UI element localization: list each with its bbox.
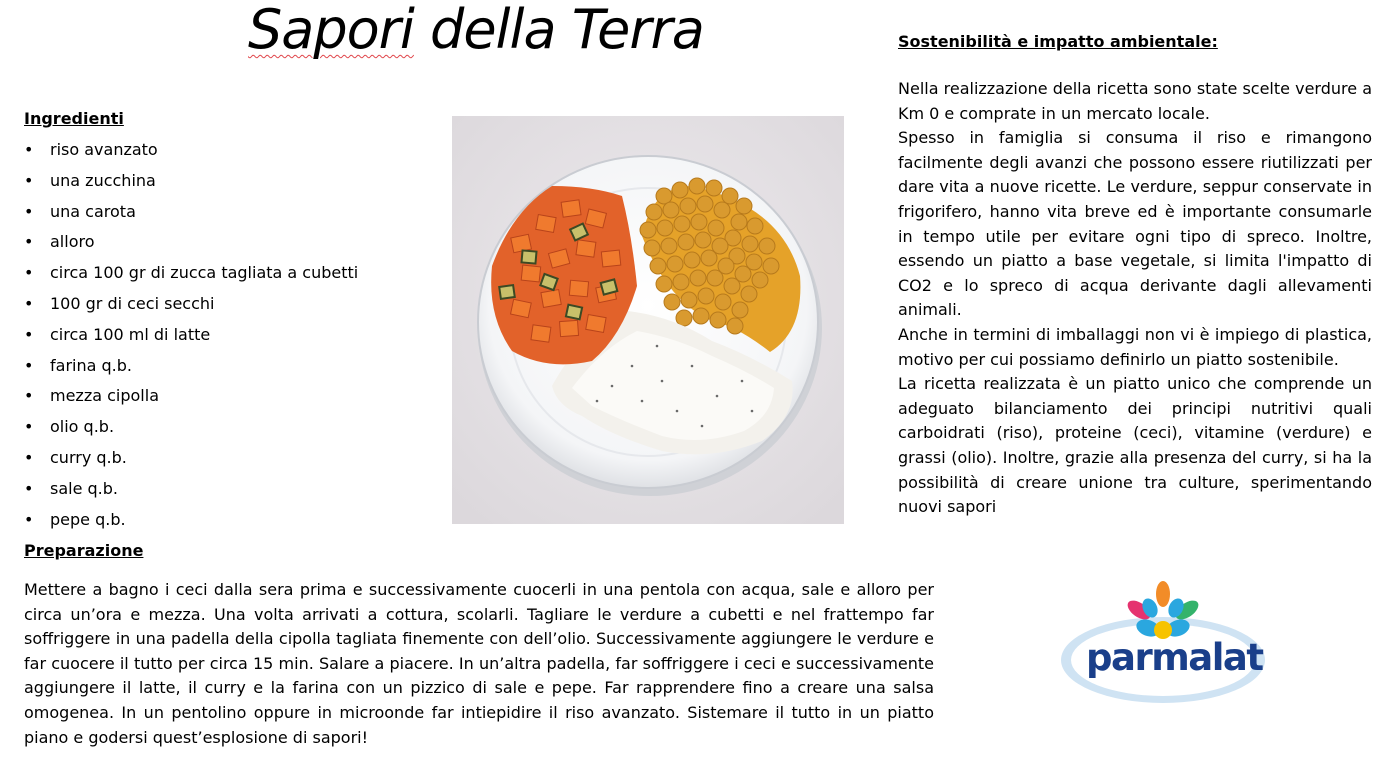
ingredient-item: • farina q.b. xyxy=(24,356,358,387)
title-rest: della Terra xyxy=(413,0,704,61)
ingredient-item: • circa 100 ml di latte xyxy=(24,325,358,356)
sustainability-paragraph: Spesso in famiglia si consuma il riso e rimangono facilmente degli avanzi che possono essere riutilizzati per dare vita a nuove ricette. Le verdure, seppur conservate in frigorifero, hanno vita breve ed è importante consumarle in tempo utile per evitare ogni tipo di spreco. Inoltre, essendo un piatto a base vegetale, si limita l'impatto di CO2 e lo spreco di acqua derivante dagli allevamenti animali. xyxy=(898,128,1372,320)
ingredients-heading: Ingredienti xyxy=(24,109,124,128)
sustainability-paragraph: Nella realizzazione della ricetta sono state scelte verdure a Km 0 e comprate in un mercato locale. xyxy=(898,79,1372,123)
food-photo xyxy=(452,116,844,524)
preparation-heading: Preparazione xyxy=(24,541,144,560)
ingredient-item: • curry q.b. xyxy=(24,448,358,479)
ingredient-item: • una zucchina xyxy=(24,171,358,202)
ingredient-item: • sale q.b. xyxy=(24,479,358,510)
ingredient-item: • circa 100 gr di zucca tagliata a cubetti xyxy=(24,263,358,294)
title-first-word: Sapori xyxy=(248,0,414,61)
sustainability-paragraph: Anche in termini di imballaggi non vi è impiego di plastica, motivo per cui possiamo definirlo un piatto sostenibile. xyxy=(898,324,1372,369)
ingredients-list xyxy=(24,140,358,540)
plate-illustration xyxy=(452,116,844,524)
parmalat-logo xyxy=(1058,578,1268,706)
ingredient-item: • mezza cipolla xyxy=(24,386,358,417)
ingredient-item: • pepe q.b. xyxy=(24,510,358,541)
sustainability-text xyxy=(898,77,1372,520)
sustainability-heading: Sostenibilità e impatto ambientale: xyxy=(898,32,1218,51)
ingredient-item: • riso avanzato xyxy=(24,140,358,171)
page-title xyxy=(248,0,704,61)
ingredient-item: • alloro xyxy=(24,232,358,263)
preparation-text: Mettere a bagno i ceci dalla sera prima e successivamente cuocerli in una pentola con acqua, sale e alloro per circa un’ora e mezza. Una volta arrivati a cottura, scolarli. Tagliare le verdure a cubetti e nel frattempo far soffriggere in una padella della cipolla tagliata finemente con dell’olio. Successivamente aggiungere le verdure e far cuocere il tutto per circa 15 min. Salare a piacere. In un’altra padella, far soffriggere i ceci e successivamente aggiungere il latte, il curry e la farina con un pizzico di sale e pepe. Far rapprendere fino a creare una salsa omogenea. In un pentolino oppure in microonde far intiepidire il riso avanzato. Sistemare il tutto in un piatto piano e godersi quest’esplosione di sapori! xyxy=(24,580,934,747)
ingredient-item: • olio q.b. xyxy=(24,417,358,448)
ingredient-item: • 100 gr di ceci secchi xyxy=(24,294,358,325)
ingredient-item: • una carota xyxy=(24,202,358,233)
logo-wordmark: parmalat xyxy=(1086,636,1263,679)
sustainability-paragraph: La ricetta realizzata è un piatto unico che comprende un adeguato bilanciamento dei principi nutritivi quali carboidrati (riso), proteine (ceci), vitamine (verdure) e grassi (olio). Inoltre, grazie alla presenza del curry, si ha la possibilità di creare unione tra culture, sperimentando nuovi sapori xyxy=(898,374,1372,517)
